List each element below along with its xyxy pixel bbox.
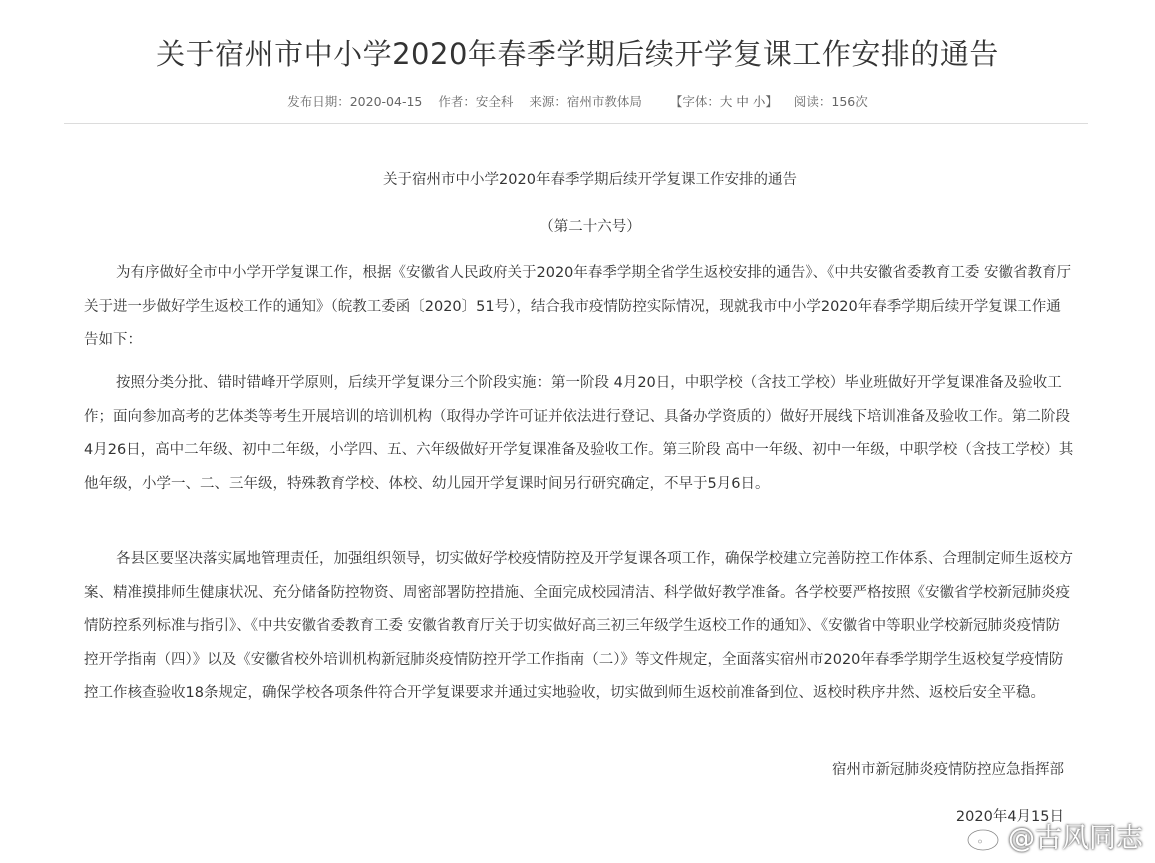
issue-date: 2020年4月15日: [955, 809, 1064, 825]
watermark-text: @古风同志: [1008, 823, 1143, 854]
article-meta: [0, 92, 1155, 110]
font-size-medium-link[interactable]: 中: [736, 94, 749, 109]
page-title: 关于宿州市中小学2020年春季学期后续开学复课工作安排的通告: [156, 37, 999, 71]
publish-date: 发布日期：2020-04-15: [287, 94, 423, 109]
document-heading: 关于宿州市中小学2020年春季学期后续开学复课工作安排的通告: [383, 172, 797, 188]
read-count: 阅读：156次: [793, 94, 868, 109]
source: 来源：宿州市教体局: [529, 94, 642, 109]
paragraph-intro: 为有序做好全市中小学开学复课工作，根据《安徽省人民政府关于2020年春季学期全省学生返校安排的通告》、《中共安徽省委教育工委 安徽省教育厅关于进一步做好学生返校工作的通知》（皖教工委函〔2020〕51号），结合我市疫情防控实际情况，现就我市中小学2020年春季学期后续开学复课工作通告如下：: [84, 265, 1072, 348]
document-number: （第二十六号）: [539, 219, 641, 235]
watermark: [966, 816, 1143, 855]
weibo-logo-icon: [966, 820, 1004, 852]
header-divider: [64, 123, 1088, 124]
font-size-large-link[interactable]: 大: [719, 94, 733, 109]
font-size-bracket-open: 【字体：: [669, 94, 720, 109]
paragraph-schedule: 按照分类分批、错时错峰开学原则，后续开学复课分三个阶段实施：第一阶段 4月20日，中职学校（含技工学校）毕业班做好开学复课准备及验收工作；面向参加高考的艺体类等考生开展培训的培训机构（取得办学许可证并依法进行登记、具备办学资质的）做好开展线下培训准备及验收工作。第二阶段 4月26日，高中二年级、初中二年级，小学四、五、六年级做好开学复课准备及验收工作。第三阶段 高中一年级、初中一年级，中职学校（含技工学校）其他年级，小学一、二、三年级，特殊教育学校、体校、幼儿园开学复课时间另行研究确定，不早于5月6日。: [84, 375, 1074, 492]
font-size-bracket-close: 】: [765, 94, 778, 109]
font-size-small-link[interactable]: 小: [752, 94, 766, 109]
author: 作者：安全科: [438, 94, 514, 109]
paragraph-requirements: 各县区要坚决落实属地管理责任，加强组织领导，切实做好学校疫情防控及开学复课各项工作，确保学校建立完善防控工作体系、合理制定师生返校方案、精准摸排师生健康状况、充分储备防控物资、周密部署防控措施、全面完成校园清洁、科学做好教学准备。各学校要严格按照《安徽省学校新冠肺炎疫情防控系列标准与指引》、《中共安徽省委教育工委 安徽省教育厅关于切实做好高三初三年级学生返校工作的通知》、《安徽省中等职业学校新冠肺炎疫情防控开学指南（四）》以及《安徽省校外培训机构新冠肺炎疫情防控开学工作指南（二）》等文件规定，全面落实宿州市2020年春季学期学生返校复学疫情防控工作核查验收18条规定，确保学校各项条件符合开学复课要求并通过实地验收，切实做到师生返校前准备到位、返校时秩序井然、返校后安全平稳。: [84, 551, 1073, 701]
issuer-signature: 宿州市新冠肺炎疫情防控应急指挥部: [832, 762, 1064, 778]
